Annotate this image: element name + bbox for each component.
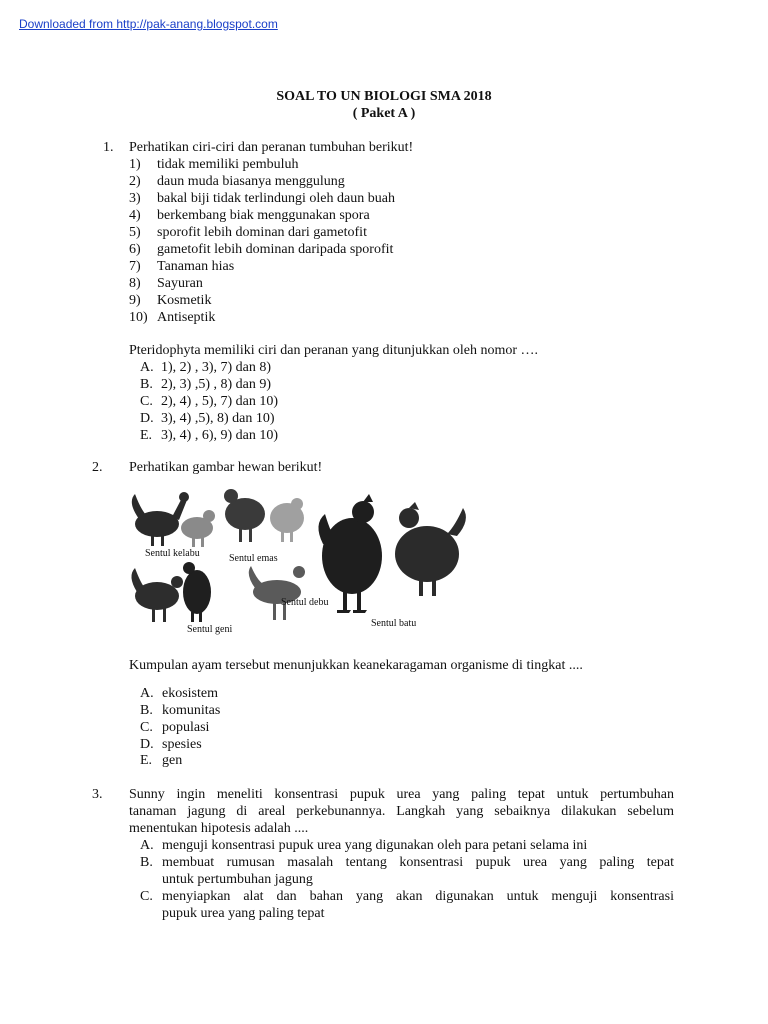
q2-number: 2. — [92, 460, 103, 475]
q1-prompt: Perhatikan ciri-ciri dan peranan tumbuhan berikut! — [129, 140, 414, 155]
answer-option: populasi — [162, 720, 210, 735]
option-letter: D. — [140, 411, 154, 426]
figure-label: Sentul batu — [371, 618, 417, 629]
option-letter: C. — [140, 720, 153, 735]
option-letter: B. — [140, 703, 153, 718]
answer-option: menyiapkan alat dan bahan yang akan digunakan untuk menguji konsentrasi — [162, 889, 674, 904]
option-letter: D. — [140, 737, 154, 752]
q3-prompt-line: tanaman jagung di areal perkebunannya. Langkah yang sebaiknya dilakukan sebelum — [129, 804, 674, 819]
document-subtitle: ( Paket A ) — [352, 106, 416, 121]
list-item-number: 6) — [129, 242, 141, 257]
list-item: Kosmetik — [157, 293, 212, 308]
option-letter: B. — [140, 855, 153, 870]
option-letter: C. — [140, 394, 153, 409]
q3-number: 3. — [92, 787, 103, 802]
q1-number: 1. — [103, 140, 114, 155]
option-letter: A. — [140, 686, 154, 701]
q2-question: Kumpulan ayam tersebut menunjukkan keanekaragaman organisme di tingkat .... — [129, 658, 583, 673]
q3-prompt-line: Sunny ingin meneliti konsentrasi pupuk urea yang paling tepat untuk pertumbuhan — [129, 787, 674, 802]
answer-option: 3), 4) ,5), 8) dan 10) — [161, 411, 275, 426]
list-item: Tanaman hias — [157, 259, 235, 274]
answer-option: 1), 2) , 3), 7) dan 8) — [161, 360, 272, 375]
download-source-link[interactable]: Downloaded from http://pak-anang.blogspot.com — [19, 17, 278, 31]
option-letter: E. — [140, 753, 153, 768]
answer-option: spesies — [162, 737, 202, 752]
answer-option: gen — [162, 753, 183, 768]
list-item: gametofit lebih dominan daripada sporofit — [157, 242, 394, 257]
list-item-number: 9) — [129, 293, 141, 308]
answer-option: komunitas — [162, 703, 221, 718]
answer-option: 2), 3) ,5) , 8) dan 9) — [161, 377, 272, 392]
answer-option: 2), 4) , 5), 7) dan 10) — [161, 394, 279, 409]
option-letter: B. — [140, 377, 153, 392]
list-item: tidak memiliki pembuluh — [157, 157, 299, 172]
answer-option-continuation: untuk pertumbuhan jagung — [162, 872, 313, 887]
list-item-number: 3) — [129, 191, 141, 206]
q3-prompt-line: menentukan hipotesis adalah .... — [129, 821, 309, 836]
answer-option: menguji konsentrasi pupuk urea yang digunakan oleh para petani selama ini — [162, 838, 588, 853]
q1-question: Pteridophyta memiliki ciri dan peranan yang ditunjukkan oleh nomor …. — [129, 343, 539, 358]
option-letter: A. — [140, 838, 154, 853]
chicken-illustration — [127, 484, 472, 639]
q2-prompt: Perhatikan gambar hewan berikut! — [129, 460, 323, 475]
list-item-number: 2) — [129, 174, 141, 189]
list-item-number: 1) — [129, 157, 141, 172]
list-item: Sayuran — [157, 276, 203, 291]
list-item: daun muda biasanya menggulung — [157, 174, 345, 189]
figure-label: Sentul emas — [229, 553, 278, 564]
option-letter: E. — [140, 428, 153, 443]
answer-option-continuation: pupuk urea yang paling tepat — [162, 906, 325, 921]
answer-option: membuat rumusan masalah tentang konsentrasi pupuk urea yang paling tepat — [162, 855, 674, 870]
list-item: Antiseptik — [157, 310, 216, 325]
figure-label: Sentul debu — [281, 597, 329, 608]
list-item: berkembang biak menggunakan spora — [157, 208, 370, 223]
answer-option: 3), 4) , 6), 9) dan 10) — [161, 428, 279, 443]
list-item: sporofit lebih dominan dari gametofit — [157, 225, 367, 240]
figure-label: Sentul kelabu — [145, 548, 200, 559]
document-title: SOAL TO UN BIOLOGI SMA 2018 — [276, 89, 492, 104]
list-item: bakal biji tidak terlindungi oleh daun buah — [157, 191, 395, 206]
list-item-number: 4) — [129, 208, 141, 223]
option-letter: C. — [140, 889, 153, 904]
list-item-number: 5) — [129, 225, 141, 240]
option-letter: A. — [140, 360, 154, 375]
figure-label: Sentul geni — [187, 624, 233, 635]
chicken-breeds-figure — [127, 484, 472, 639]
list-item-number: 10) — [129, 310, 148, 325]
list-item-number: 7) — [129, 259, 141, 274]
answer-option: ekosistem — [162, 686, 218, 701]
list-item-number: 8) — [129, 276, 141, 291]
